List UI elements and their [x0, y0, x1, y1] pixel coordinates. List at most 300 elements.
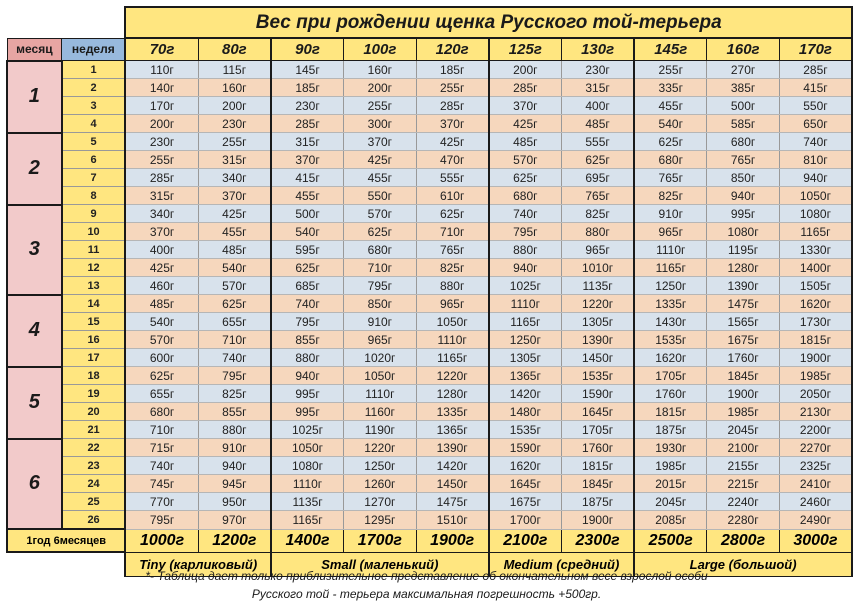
weight-cell: 1510г — [416, 511, 489, 530]
weight-cell: 1110г — [416, 331, 489, 349]
weight-cell: 455г — [198, 223, 271, 241]
weight-cell: 315г — [271, 133, 344, 151]
weight-cell: 340г — [198, 169, 271, 187]
weight-cell: 1335г — [634, 295, 707, 313]
weight-header: 130г — [561, 38, 634, 61]
weight-cell: 555г — [416, 169, 489, 187]
week-number: 10 — [62, 223, 126, 241]
weight-cell: 285г — [125, 169, 198, 187]
final-weight-cell: 1200г — [198, 529, 271, 552]
weight-header: 70г — [125, 38, 198, 61]
table-row — [7, 493, 852, 511]
weight-cell: 1365г — [416, 421, 489, 439]
weight-cell: 1620г — [489, 457, 562, 475]
weight-cell: 400г — [561, 97, 634, 115]
weight-cell: 230г — [271, 97, 344, 115]
weight-table — [6, 6, 853, 577]
weight-cell: 940г — [707, 187, 780, 205]
weight-cell: 1250г — [344, 457, 417, 475]
table-row — [7, 403, 852, 421]
weight-cell: 950г — [198, 493, 271, 511]
weight-cell: 965г — [634, 223, 707, 241]
weight-cell: 1220г — [344, 439, 417, 457]
weight-cell: 385г — [707, 79, 780, 97]
month-label: 6 — [7, 439, 62, 530]
weight-cell: 880г — [416, 277, 489, 295]
weight-cell: 1930г — [634, 439, 707, 457]
weight-cell: 200г — [198, 97, 271, 115]
weight-header: 125г — [489, 38, 562, 61]
final-age-label: 1год 6месяцев — [7, 529, 125, 552]
weight-cell: 765г — [634, 169, 707, 187]
weight-header: 170г — [779, 38, 852, 61]
weight-cell: 585г — [707, 115, 780, 133]
weight-header: 100г — [344, 38, 417, 61]
weight-cell: 315г — [561, 79, 634, 97]
weight-cell: 1985г — [707, 403, 780, 421]
weight-cell: 1620г — [634, 349, 707, 367]
weight-cell: 1220г — [416, 367, 489, 385]
weight-cell: 1110г — [271, 475, 344, 493]
weight-cell: 1025г — [489, 277, 562, 295]
weight-cell: 2215г — [707, 475, 780, 493]
weight-cell: 810г — [779, 151, 852, 169]
weight-cell: 710г — [416, 223, 489, 241]
weight-cell: 425г — [489, 115, 562, 133]
table-row — [7, 385, 852, 403]
weight-cell: 485г — [489, 133, 562, 151]
week-number: 17 — [62, 349, 126, 367]
weight-cell: 425г — [416, 133, 489, 151]
table-row — [7, 241, 852, 259]
weight-cell: 110г — [125, 61, 198, 79]
weight-cell: 1080г — [707, 223, 780, 241]
weight-cell: 550г — [344, 187, 417, 205]
weight-cell: 770г — [125, 493, 198, 511]
weight-cell: 1875г — [634, 421, 707, 439]
table-row — [7, 187, 852, 205]
weight-cell: 1165г — [416, 349, 489, 367]
weight-cell: 570г — [125, 331, 198, 349]
table-row — [7, 97, 852, 115]
weight-cell: 680г — [707, 133, 780, 151]
weight-cell: 2130г — [779, 403, 852, 421]
weight-cell: 1025г — [271, 421, 344, 439]
weight-cell: 710г — [344, 259, 417, 277]
week-number: 16 — [62, 331, 126, 349]
weight-cell: 1110г — [489, 295, 562, 313]
weight-cell: 650г — [779, 115, 852, 133]
weight-cell: 200г — [125, 115, 198, 133]
weight-cell: 485г — [561, 115, 634, 133]
weight-cell: 740г — [125, 457, 198, 475]
weight-cell: 370г — [271, 151, 344, 169]
table-row — [7, 331, 852, 349]
weight-cell: 795г — [271, 313, 344, 331]
footnote-line-2: Русского той - терьера максимальная погрешность +500гр. — [251, 587, 602, 601]
weight-cell: 1270г — [344, 493, 417, 511]
weight-cell: 1845г — [561, 475, 634, 493]
weight-header: 120г — [416, 38, 489, 61]
weight-cell: 185г — [416, 61, 489, 79]
weight-cell: 1760г — [561, 439, 634, 457]
weight-cell: 940г — [271, 367, 344, 385]
corner-blank — [7, 7, 125, 38]
week-number: 14 — [62, 295, 126, 313]
weight-cell: 1450г — [416, 475, 489, 493]
weight-cell: 1675г — [707, 331, 780, 349]
final-weight-cell: 2500г — [634, 529, 707, 552]
weight-cell: 335г — [634, 79, 707, 97]
table-row — [7, 259, 852, 277]
final-weight-cell: 1700г — [344, 529, 417, 552]
weight-cell: 1535г — [634, 331, 707, 349]
weight-cell: 1190г — [344, 421, 417, 439]
week-number: 24 — [62, 475, 126, 493]
size-category: Small (маленький) — [271, 552, 489, 576]
weight-cell: 1335г — [416, 403, 489, 421]
weight-cell: 910г — [634, 205, 707, 223]
weight-cell: 500г — [271, 205, 344, 223]
weight-cell: 715г — [125, 439, 198, 457]
weight-cell: 1900г — [561, 511, 634, 530]
weight-cell: 1675г — [489, 493, 562, 511]
weight-cell: 455г — [634, 97, 707, 115]
week-number: 12 — [62, 259, 126, 277]
weight-cell: 255г — [416, 79, 489, 97]
weight-cell: 1295г — [344, 511, 417, 530]
footnote-line-1: *- Таблица дает только приблизительное представление об окончательном весе взрослой особи — [145, 569, 708, 583]
weight-cell: 740г — [489, 205, 562, 223]
weight-cell: 1305г — [489, 349, 562, 367]
weight-cell: 595г — [271, 241, 344, 259]
weight-cell: 2270г — [779, 439, 852, 457]
weight-cell: 795г — [125, 511, 198, 530]
weight-cell: 995г — [271, 385, 344, 403]
weight-cell: 370г — [198, 187, 271, 205]
weight-cell: 370г — [489, 97, 562, 115]
final-weight-cell: 3000г — [779, 529, 852, 552]
weight-cell: 340г — [125, 205, 198, 223]
week-number: 8 — [62, 187, 126, 205]
weight-cell: 825г — [416, 259, 489, 277]
final-weight-cell: 1000г — [125, 529, 198, 552]
weight-cell: 315г — [198, 151, 271, 169]
final-weight-cell: 1900г — [416, 529, 489, 552]
weight-cell: 1365г — [489, 367, 562, 385]
weight-cell: 570г — [489, 151, 562, 169]
week-number: 18 — [62, 367, 126, 385]
weight-cell: 740г — [779, 133, 852, 151]
weight-cell: 680г — [489, 187, 562, 205]
weight-cell: 680г — [344, 241, 417, 259]
weight-cell: 1400г — [779, 259, 852, 277]
weight-cell: 315г — [125, 187, 198, 205]
weight-cell: 370г — [344, 133, 417, 151]
weight-cell: 1135г — [271, 493, 344, 511]
weight-cell: 1535г — [489, 421, 562, 439]
weight-cell: 2240г — [707, 493, 780, 511]
weight-cell: 1590г — [561, 385, 634, 403]
month-label: 4 — [7, 295, 62, 367]
weight-cell: 685г — [271, 277, 344, 295]
week-number: 22 — [62, 439, 126, 457]
weight-cell: 255г — [125, 151, 198, 169]
month-label: 1 — [7, 61, 62, 133]
weight-cell: 425г — [198, 205, 271, 223]
weight-cell: 795г — [344, 277, 417, 295]
weight-cell: 2050г — [779, 385, 852, 403]
weight-cell: 995г — [271, 403, 344, 421]
weight-cell: 1645г — [561, 403, 634, 421]
weight-cell: 1330г — [779, 241, 852, 259]
table-row — [7, 205, 852, 223]
weight-cell: 880г — [198, 421, 271, 439]
weight-cell: 1010г — [561, 259, 634, 277]
weight-cell: 425г — [125, 259, 198, 277]
weight-cell: 425г — [344, 151, 417, 169]
weight-cell: 550г — [779, 97, 852, 115]
weight-cell: 2460г — [779, 493, 852, 511]
final-weight-cell: 2300г — [561, 529, 634, 552]
weight-cell: 1390г — [416, 439, 489, 457]
week-number: 25 — [62, 493, 126, 511]
table-row — [7, 79, 852, 97]
weight-cell: 740г — [271, 295, 344, 313]
weight-cell: 995г — [707, 205, 780, 223]
weight-cell: 945г — [198, 475, 271, 493]
final-weight-cell: 2800г — [707, 529, 780, 552]
week-number: 7 — [62, 169, 126, 187]
weight-cell: 655г — [125, 385, 198, 403]
weight-cell: 1480г — [489, 403, 562, 421]
weight-cell: 710г — [198, 331, 271, 349]
weight-cell: 880г — [271, 349, 344, 367]
week-number: 2 — [62, 79, 126, 97]
weight-cell: 1305г — [561, 313, 634, 331]
weight-cell: 455г — [271, 187, 344, 205]
weight-cell: 1390г — [561, 331, 634, 349]
weight-cell: 1080г — [271, 457, 344, 475]
weight-cell: 1250г — [634, 277, 707, 295]
weight-cell: 1160г — [344, 403, 417, 421]
weight-cell: 145г — [271, 61, 344, 79]
weight-cell: 1505г — [779, 277, 852, 295]
week-number: 11 — [62, 241, 126, 259]
weight-cell: 185г — [271, 79, 344, 97]
final-weight-row — [7, 529, 852, 552]
weight-cell: 230г — [561, 61, 634, 79]
table-row — [7, 169, 852, 187]
weight-cell: 255г — [198, 133, 271, 151]
weight-cell: 370г — [416, 115, 489, 133]
weight-cell: 370г — [125, 223, 198, 241]
weight-cell: 825г — [561, 205, 634, 223]
weight-cell: 910г — [344, 313, 417, 331]
weight-cell: 910г — [198, 439, 271, 457]
final-weight-cell: 1400г — [271, 529, 344, 552]
weight-cell: 485г — [125, 295, 198, 313]
week-number: 1 — [62, 61, 126, 79]
weight-cell: 1110г — [344, 385, 417, 403]
weight-cell: 940г — [779, 169, 852, 187]
weight-cell: 1220г — [561, 295, 634, 313]
weight-cell: 765г — [561, 187, 634, 205]
weight-cell: 1020г — [344, 349, 417, 367]
weight-cell: 1165г — [779, 223, 852, 241]
weight-cell: 680г — [125, 403, 198, 421]
weight-cell: 1845г — [707, 367, 780, 385]
weight-cell: 140г — [125, 79, 198, 97]
month-label: 3 — [7, 205, 62, 295]
weight-cell: 455г — [344, 169, 417, 187]
weight-cell: 1450г — [561, 349, 634, 367]
weight-cell: 1900г — [779, 349, 852, 367]
table-row — [7, 133, 852, 151]
weight-cell: 1760г — [634, 385, 707, 403]
weight-cell: 680г — [634, 151, 707, 169]
weight-cell: 625г — [271, 259, 344, 277]
weight-header: 80г — [198, 38, 271, 61]
weight-cell: 2155г — [707, 457, 780, 475]
weight-cell: 285г — [779, 61, 852, 79]
weight-cell: 470г — [416, 151, 489, 169]
weight-cell: 570г — [198, 277, 271, 295]
size-category: Large (большой) — [634, 552, 852, 576]
weight-cell: 1260г — [344, 475, 417, 493]
weight-cell: 1165г — [634, 259, 707, 277]
weight-cell: 555г — [561, 133, 634, 151]
weight-cell: 1705г — [561, 421, 634, 439]
week-number: 21 — [62, 421, 126, 439]
weight-cell: 540г — [271, 223, 344, 241]
size-category: Medium (средний) — [489, 552, 635, 576]
weight-header: 145г — [634, 38, 707, 61]
weight-cell: 940г — [198, 457, 271, 475]
weight-cell: 1700г — [489, 511, 562, 530]
week-number: 15 — [62, 313, 126, 331]
weight-cell: 1050г — [416, 313, 489, 331]
weight-cell: 965г — [561, 241, 634, 259]
weight-cell: 1475г — [707, 295, 780, 313]
weight-cell: 695г — [561, 169, 634, 187]
table-row — [7, 223, 852, 241]
weight-cell: 285г — [416, 97, 489, 115]
weight-cell: 1165г — [271, 511, 344, 530]
table-row — [7, 367, 852, 385]
weight-cell: 1280г — [416, 385, 489, 403]
table-row — [7, 511, 852, 530]
weight-cell: 230г — [198, 115, 271, 133]
weight-cell: 1280г — [707, 259, 780, 277]
week-number: 26 — [62, 511, 126, 530]
weight-cell: 855г — [271, 331, 344, 349]
weight-cell: 2490г — [779, 511, 852, 530]
weight-cell: 1535г — [561, 367, 634, 385]
weight-cell: 765г — [707, 151, 780, 169]
weight-cell: 500г — [707, 97, 780, 115]
weight-cell: 400г — [125, 241, 198, 259]
weight-cell: 825г — [634, 187, 707, 205]
weight-cell: 2100г — [707, 439, 780, 457]
weight-cell: 1195г — [707, 241, 780, 259]
weight-cell: 415г — [779, 79, 852, 97]
weight-cell: 1730г — [779, 313, 852, 331]
week-number: 23 — [62, 457, 126, 475]
weight-cell: 1620г — [779, 295, 852, 313]
weight-cell: 230г — [125, 133, 198, 151]
weight-cell: 1900г — [707, 385, 780, 403]
weight-cell: 1165г — [489, 313, 562, 331]
table-row — [7, 475, 852, 493]
weight-cell: 625г — [344, 223, 417, 241]
weight-cell: 1645г — [489, 475, 562, 493]
weight-cell: 655г — [198, 313, 271, 331]
weight-cell: 300г — [344, 115, 417, 133]
weight-header: 160г — [707, 38, 780, 61]
table-row — [7, 115, 852, 133]
weight-cell: 1420г — [489, 385, 562, 403]
month-label: 5 — [7, 367, 62, 439]
weight-cell: 625г — [634, 133, 707, 151]
weight-cell: 1760г — [707, 349, 780, 367]
weight-cell: 2325г — [779, 457, 852, 475]
weight-cell: 965г — [344, 331, 417, 349]
weight-cell: 880г — [489, 241, 562, 259]
weight-cell: 1815г — [634, 403, 707, 421]
weight-cell: 850г — [344, 295, 417, 313]
table-row — [7, 457, 852, 475]
weight-cell: 825г — [198, 385, 271, 403]
weight-cell: 415г — [271, 169, 344, 187]
weight-cell: 880г — [561, 223, 634, 241]
month-label: 2 — [7, 133, 62, 205]
table-row — [7, 349, 852, 367]
weight-cell: 855г — [198, 403, 271, 421]
weight-cell: 2410г — [779, 475, 852, 493]
weight-cell: 1050г — [344, 367, 417, 385]
weight-cell: 765г — [416, 241, 489, 259]
weight-cell: 965г — [416, 295, 489, 313]
weight-cell: 1475г — [416, 493, 489, 511]
weight-cell: 745г — [125, 475, 198, 493]
weight-cell: 285г — [489, 79, 562, 97]
table-row — [7, 295, 852, 313]
weight-cell: 1135г — [561, 277, 634, 295]
weight-cell: 1050г — [779, 187, 852, 205]
weight-cell: 255г — [344, 97, 417, 115]
weight-cell: 1565г — [707, 313, 780, 331]
weight-cell: 1590г — [489, 439, 562, 457]
weight-cell: 540г — [198, 259, 271, 277]
weight-cell: 740г — [198, 349, 271, 367]
weight-header: 90г — [271, 38, 344, 61]
table-title: Вес при рождении щенка Русского той-терьера — [125, 7, 852, 38]
weight-cell: 270г — [707, 61, 780, 79]
weight-cell: 1420г — [416, 457, 489, 475]
weight-cell: 1705г — [634, 367, 707, 385]
size-category: Tiny (карликовый) — [125, 552, 271, 576]
weight-cell: 2085г — [634, 511, 707, 530]
week-number: 19 — [62, 385, 126, 403]
table-row — [7, 61, 852, 79]
weight-cell: 625г — [416, 205, 489, 223]
weight-cell: 710г — [125, 421, 198, 439]
weight-cell: 2015г — [634, 475, 707, 493]
weight-cell: 255г — [634, 61, 707, 79]
table-row — [7, 313, 852, 331]
weight-cell: 2045г — [634, 493, 707, 511]
